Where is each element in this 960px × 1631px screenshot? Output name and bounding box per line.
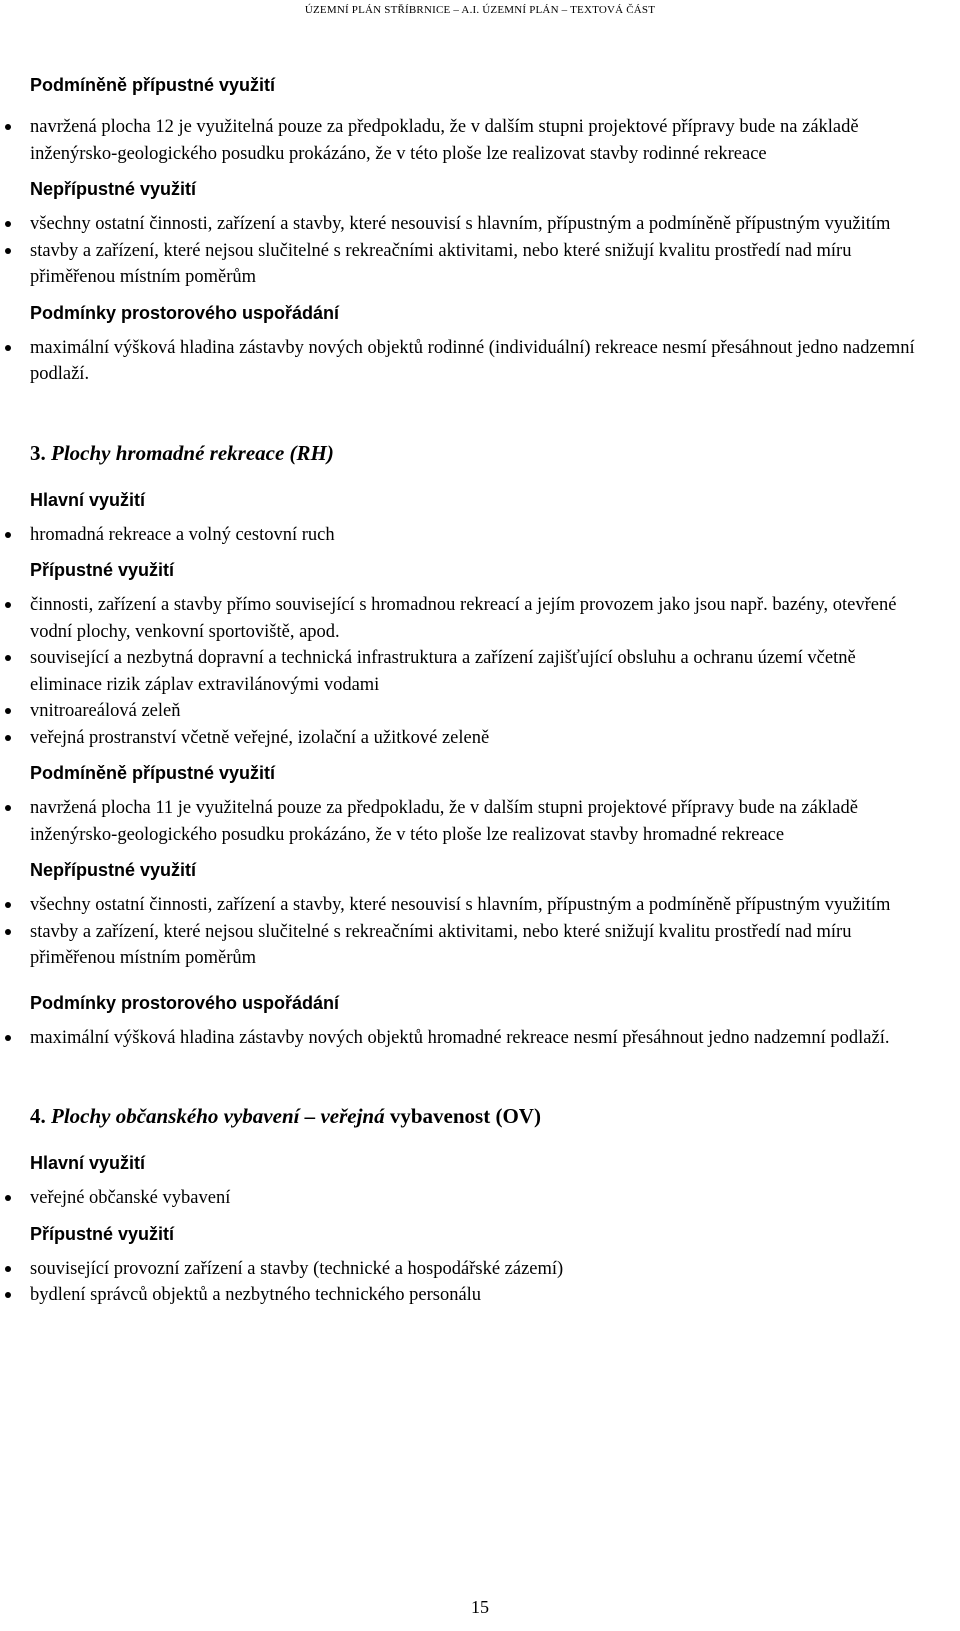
list-item: veřejné občanské vybavení: [30, 1185, 930, 1212]
list-item: navržená plocha 12 je využitelná pouze za předpokladu, že v dalším stupni projektové přípravy bude na základě inženýrsko-geologického posudku prokázáno, že v této ploše lze realizovat stavby rodinné rekreace: [30, 114, 930, 167]
list-item: bydlení správců objektů a nezbytného technického personálu: [30, 1282, 930, 1309]
list-item: všechny ostatní činnosti, zařízení a stavby, které nesouvisí s hlavním, přípustným a podmíněně přípustným využitím: [30, 211, 930, 238]
conditional-use-list: [30, 114, 930, 167]
list-item: navržená plocha 11 je využitelná pouze za předpokladu, že v dalším stupni projektové přípravy bude na základě inženýrsko-geologického posudku prokázáno, že v této ploše lze realizovat stavby hromadné rekreace: [30, 795, 930, 848]
subheading-main-use: Hlavní využití: [30, 489, 146, 510]
subheading-conditional-use: Podmíněně přípustné využití: [30, 763, 276, 783]
conditional-use-list: [30, 795, 930, 848]
subheading-spatial-conditions: Podmínky prostorového uspořádání: [30, 992, 340, 1013]
section-4-heading: [30, 1102, 930, 1130]
list-item: všechny ostatní činnosti, zařízení a stavby, které nesouvisí s hlavním, přípustným a podmíněně přípustným využitím: [30, 892, 930, 919]
main-use-list: [30, 1185, 930, 1212]
list-item: hromadná rekreace a volný cestovní ruch: [30, 522, 930, 549]
forbidden-use-list: [30, 892, 930, 972]
spatial-conditions-list: [30, 1025, 930, 1052]
list-item: související provozní zařízení a stavby (technické a hospodářské zázemí): [30, 1256, 930, 1283]
page-number: 15: [471, 1597, 489, 1617]
page-content: [30, 72, 930, 1309]
subheading-allowed-use: Přípustné využití: [30, 1223, 175, 1244]
list-item: maximální výšková hladina zástavby nových objektů hromadné rekreace nesmí přesáhnout jedno nadzemní podlaží.: [30, 1025, 930, 1052]
section-title-rest: vybavenost (OV): [389, 1104, 541, 1128]
allowed-use-list: [30, 1256, 930, 1309]
section-number: 4.: [30, 1104, 46, 1128]
running-header: ÚZEMNÍ PLÁN STŘÍBRNICE – A.I. ÚZEMNÍ PLÁN – TEXTOVÁ ČÁST: [304, 4, 656, 16]
list-item: veřejná prostranství včetně veřejné, izolační a užitkové zeleně: [30, 725, 930, 752]
subheading-main-use: Hlavní využití: [30, 1153, 146, 1173]
allowed-use-list: [30, 592, 930, 751]
list-item: činnosti, zařízení a stavby přímo související s hromadnou rekreací a jejím provozem jako jsou např. bazény, otevřené vodní plochy, venkovní sportoviště, apod.: [30, 592, 930, 645]
spatial-conditions-list: [30, 335, 930, 388]
section-title-italic: Plochy občanského vybavení – veřejná: [51, 1104, 385, 1128]
list-item: stavby a zařízení, které nejsou slučitelné s rekreačními aktivitami, nebo které snižují kvalitu prostředí nad míru přiměřenou místním poměrům: [30, 238, 930, 291]
list-item: vnitroareálová zeleň: [30, 698, 930, 725]
subheading-spatial-conditions: Podmínky prostorového uspořádání: [30, 302, 340, 323]
subheading-forbidden-use: Nepřípustné využití: [30, 860, 197, 880]
section-number: 3.: [30, 440, 46, 465]
main-use-list: [30, 522, 930, 549]
forbidden-use-list: [30, 211, 930, 291]
subheading-conditional-use: Podmíněně přípustné využití: [30, 75, 276, 95]
list-item: maximální výšková hladina zástavby nových objektů rodinné (individuální) rekreace nesmí přesáhnout jedno nadzemní podlaží.: [30, 335, 930, 388]
subheading-allowed-use: Přípustné využití: [30, 560, 175, 580]
list-item: stavby a zařízení, které nejsou slučitelné s rekreačními aktivitami, nebo které snižují kvalitu prostředí nad míru přiměřenou místním poměrům: [30, 919, 930, 972]
subheading-forbidden-use: Nepřípustné využití: [30, 179, 197, 199]
section-title: Plochy hromadné rekreace (RH): [51, 440, 334, 465]
section-3-heading: [30, 439, 930, 467]
list-item: související a nezbytná dopravní a technická infrastruktura a zařízení zajišťující obsluhu a ochranu území včetně eliminace rizik záplav extravilánovými vodami: [30, 645, 930, 698]
